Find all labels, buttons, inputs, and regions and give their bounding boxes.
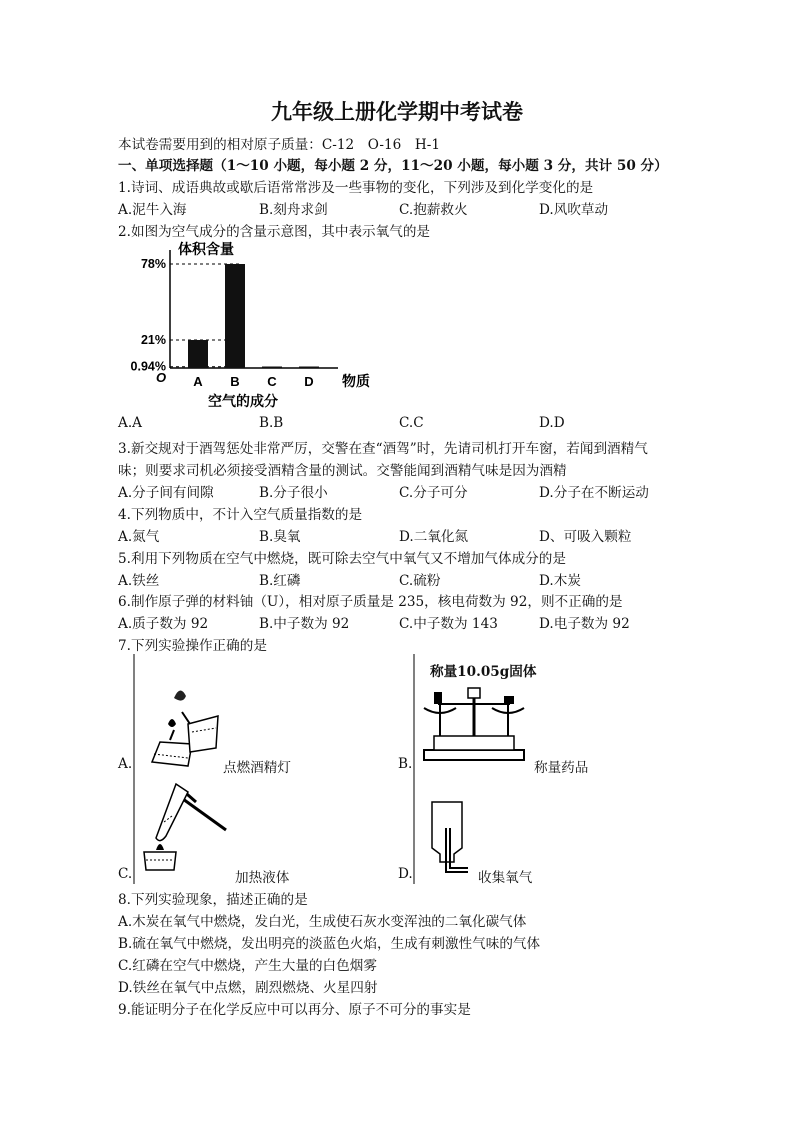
- chart-bar: [188, 340, 208, 368]
- question-1-option-d[interactable]: D.风吹草动: [539, 202, 609, 218]
- question-7-stem: 7.下列实验操作正确的是: [118, 638, 267, 654]
- question-8-option-c[interactable]: C.红磷在空气中燃烧，产生大量的白色烟雾: [118, 958, 377, 974]
- question-7-option-b-figure-label: 称量10.05g固体: [430, 664, 537, 680]
- question-8-option-a[interactable]: A.木炭在氧气中燃烧，发白光，生成使石灰水变浑浊的二氧化碳气体: [118, 914, 527, 930]
- collecting-oxygen-figure: [410, 774, 480, 884]
- question-8-option-d[interactable]: D.铁丝在氧气中点燃，剧烈燃烧、火星四射: [118, 980, 378, 996]
- question-3-option-d[interactable]: D.分子在不断运动: [539, 485, 649, 501]
- chart-x-tick-label: D: [304, 374, 314, 389]
- question-1-option-b[interactable]: B.刻舟求剑: [259, 202, 328, 218]
- exam-title: 九年级上册化学期中考试卷: [271, 99, 523, 124]
- question-2-option-b[interactable]: B.B: [259, 415, 284, 431]
- question-6-option-c[interactable]: C.中子数为 143: [399, 616, 498, 632]
- question-3-stem-line-1: 3.新交规对于酒驾惩处非常严厉，交警在查“酒驾”时，先请司机打开车窗，若闻到酒精气: [118, 441, 648, 457]
- chart-y-tick-label: 21%: [140, 333, 166, 347]
- question-2-option-c[interactable]: C.C: [399, 415, 424, 431]
- question-9-stem: 9.能证明分子在化学反应中可以再分、原子不可分的事实是: [118, 1002, 471, 1018]
- chart-x-tick-label: A: [193, 374, 203, 389]
- question-2-option-d[interactable]: D.D: [539, 415, 565, 431]
- chart-x-tick-label: C: [267, 374, 277, 389]
- question-7-option-a-caption: 点燃酒精灯: [223, 760, 291, 776]
- question-2-option-a[interactable]: A.A: [118, 415, 142, 431]
- atomic-mass-note: 本试卷需要用到的相对原子质量：C-12 O-16 H-1: [118, 137, 441, 153]
- chart-y-tick-label: 0.94%: [130, 359, 166, 374]
- question-6-option-d[interactable]: D.电子数为 92: [539, 616, 630, 632]
- question-7-option-c-letter[interactable]: C.: [118, 866, 133, 882]
- chart-y-tick-label: 78%: [140, 257, 166, 271]
- question-7-option-b-caption: 称量药品: [534, 760, 589, 776]
- chart-title: 空气的成分: [208, 393, 278, 408]
- question-5-option-a[interactable]: A.铁丝: [118, 573, 160, 589]
- chart-bar: [299, 367, 319, 369]
- question-5-stem: 5.利用下列物质在空气中燃烧，既可除去空气中氧气又不增加气体成分的是: [118, 551, 566, 567]
- question-7-option-a-letter[interactable]: A.: [118, 756, 133, 772]
- chart-y-axis-label: 体积含量: [178, 241, 234, 257]
- question-4-option-d[interactable]: D、可吸入颗粒: [539, 529, 632, 545]
- question-4-option-a[interactable]: A.氮气: [118, 529, 160, 545]
- question-6-stem: 6.制作原子弹的材料铀（U），相对原子质量是 235，核电荷数为 92，则不正确的是: [118, 594, 623, 610]
- air-composition-chart: [120, 238, 390, 408]
- question-1-option-a[interactable]: A.泥牛入海: [118, 202, 187, 218]
- chart-x-axis-label: 物质: [342, 373, 370, 389]
- alcohol-lamp-lighting-figure: [130, 654, 225, 774]
- question-3-stem-line-2: 味；则要求司机必须接受酒精含量的测试。交警能闻到酒精气味是因为酒精: [118, 463, 567, 479]
- question-6-option-b[interactable]: B.中子数为 92: [259, 616, 350, 632]
- chart-x-tick-label: B: [230, 374, 240, 389]
- question-7-option-b-letter[interactable]: B.: [398, 756, 413, 772]
- question-4-option-c[interactable]: D.二氧化氮: [399, 529, 469, 545]
- question-3-option-a[interactable]: A.分子间有间隙: [118, 485, 214, 501]
- question-5-option-c[interactable]: C.硫粉: [399, 573, 441, 589]
- question-4-option-b[interactable]: B.臭氧: [259, 529, 301, 545]
- question-1-stem: 1.诗词、成语典故或歇后语常常涉及一些事物的变化，下列涉及到化学变化的是: [118, 180, 594, 196]
- question-7-option-d-caption: 收集氧气: [478, 870, 533, 886]
- heating-liquid-figure: [130, 774, 240, 884]
- question-2-stem: 2.如图为空气成分的含量示意图，其中表示氧气的是: [118, 224, 431, 240]
- question-4-stem: 4.下列物质中，不计入空气质量指数的是: [118, 507, 363, 523]
- question-3-option-b[interactable]: B.分子很小: [259, 485, 328, 501]
- question-5-option-b[interactable]: B.红磷: [259, 573, 301, 589]
- question-7-option-d-letter[interactable]: D.: [398, 866, 413, 882]
- question-1-option-c[interactable]: C.抱薪救火: [399, 202, 468, 218]
- question-5-option-d[interactable]: D.木炭: [539, 573, 581, 589]
- question-8-stem: 8.下列实验现象，描述正确的是: [118, 892, 308, 908]
- question-7-option-c-caption: 加热液体: [235, 870, 290, 886]
- question-6-option-a[interactable]: A.质子数为 92: [118, 616, 209, 632]
- question-3-option-c[interactable]: C.分子可分: [399, 485, 468, 501]
- question-8-option-b[interactable]: B.硫在氧气中燃烧，发出明亮的淡蓝色火焰，生成有刺激性气味的气体: [118, 936, 541, 952]
- chart-bar: [225, 264, 245, 368]
- chart-bar: [262, 367, 282, 369]
- chart-origin-label: O: [156, 370, 167, 385]
- section-heading: 一、单项选择题（1～10 小题，每小题 2 分，11～20 小题，每小题 3 分，共计 50 分）: [118, 158, 668, 174]
